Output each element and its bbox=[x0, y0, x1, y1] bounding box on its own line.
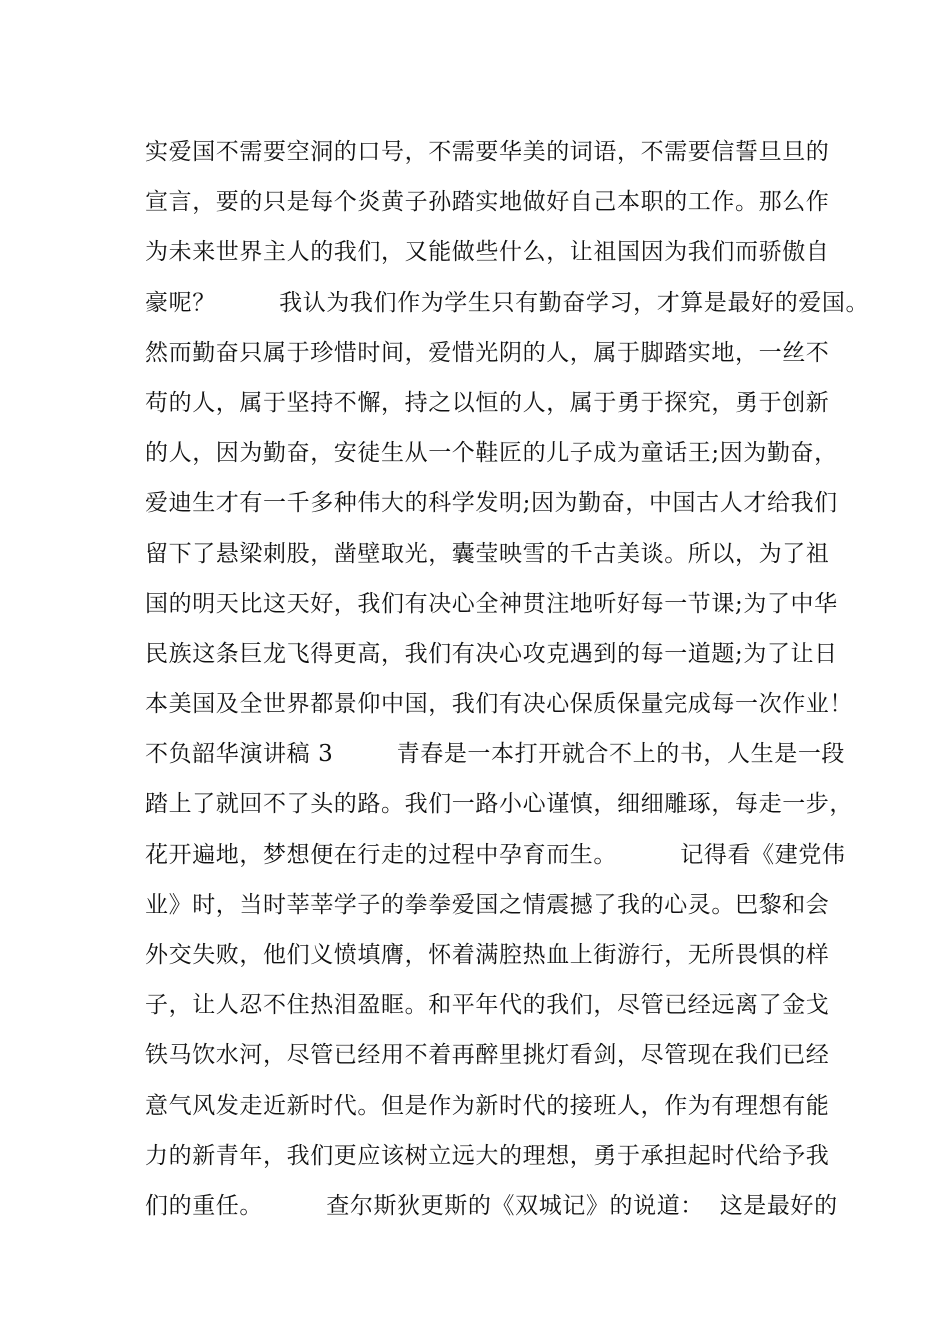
text-line: 国的明天比这天好，我们有决心全神贯注地听好每一节课;为了中华 bbox=[145, 590, 838, 617]
text-line: 业》时，当时莘莘学子的拳拳爱国之情震撼了我的心灵。巴黎和会 bbox=[145, 891, 830, 918]
text-line: 苟的人，属于坚持不懈，持之以恒的人，属于勇于探究，勇于创新 bbox=[145, 389, 830, 416]
text-line: 子，让人忍不住热泪盈眶。和平年代的我们，尽管已经远离了金戈 bbox=[145, 992, 830, 1019]
text-line: 外交失败，他们义愤填膺，怀着满腔热血上街游行，无所畏惧的样 bbox=[145, 942, 830, 968]
text-line: 意气风发走近新时代。但是作为新时代的接班人，作为有理想有能 bbox=[145, 1092, 830, 1119]
text-line: 铁马饮水河，尽管已经用不着再醉里挑灯看剑，尽管现在我们已经 bbox=[145, 1042, 830, 1069]
text-line: 踏上了就回不了头的路。我们一路小心谨慎，细细雕琢，每走一步， bbox=[145, 791, 853, 818]
text-line: 不负韶华演讲稿 3 青春是一本打开就合不上的书，人生是一段 bbox=[145, 741, 846, 768]
text-line: 花开遍地，梦想便在行走的过程中孕育而生。 记得看《建党伟 bbox=[145, 841, 846, 868]
text-line: 本美国及全世界都景仰中国，我们有决心保质保量完成每一次作业！ bbox=[145, 691, 853, 718]
text-line: 为未来世界主人的我们，又能做些什么，让祖国因为我们而骄傲自 bbox=[145, 239, 830, 266]
text-line: 实爱国不需要空洞的口号，不需要华美的词语，不需要信誓旦旦的 bbox=[145, 139, 830, 165]
text-line: 的人，因为勤奋，安徒生从一个鞋匠的儿子成为童话王;因为勤奋， bbox=[145, 440, 838, 467]
text-line: 力的新青年，我们更应该树立远大的理想，勇于承担起时代给予我 bbox=[145, 1142, 830, 1169]
text-line: 然而勤奋只属于珍惜时间，爱惜光阴的人，属于脚踏实地，一丝不 bbox=[145, 339, 830, 366]
body-text bbox=[145, 132, 870, 1236]
text-line: 们的重任。 查尔斯狄更斯的《双城记》的说道： 这是最好的 bbox=[145, 1192, 838, 1219]
text-line: 宣言，要的只是每个炎黄子孙踏实地做好自己本职的工作。那么作 bbox=[145, 189, 830, 216]
text-line: 民族这条巨龙飞得更高，我们有决心攻克遇到的每一道题;为了让日 bbox=[145, 640, 838, 667]
text-line: 留下了悬梁刺股，凿壁取光，囊莹映雪的千古美谈。所以，为了祖 bbox=[145, 540, 830, 567]
text-line: 豪呢？ 我认为我们作为学生只有勤奋学习，才算是最好的爱国。 bbox=[145, 289, 870, 316]
text-line: 爱迪生才有一千多种伟大的科学发明;因为勤奋，中国古人才给我们 bbox=[145, 490, 838, 517]
